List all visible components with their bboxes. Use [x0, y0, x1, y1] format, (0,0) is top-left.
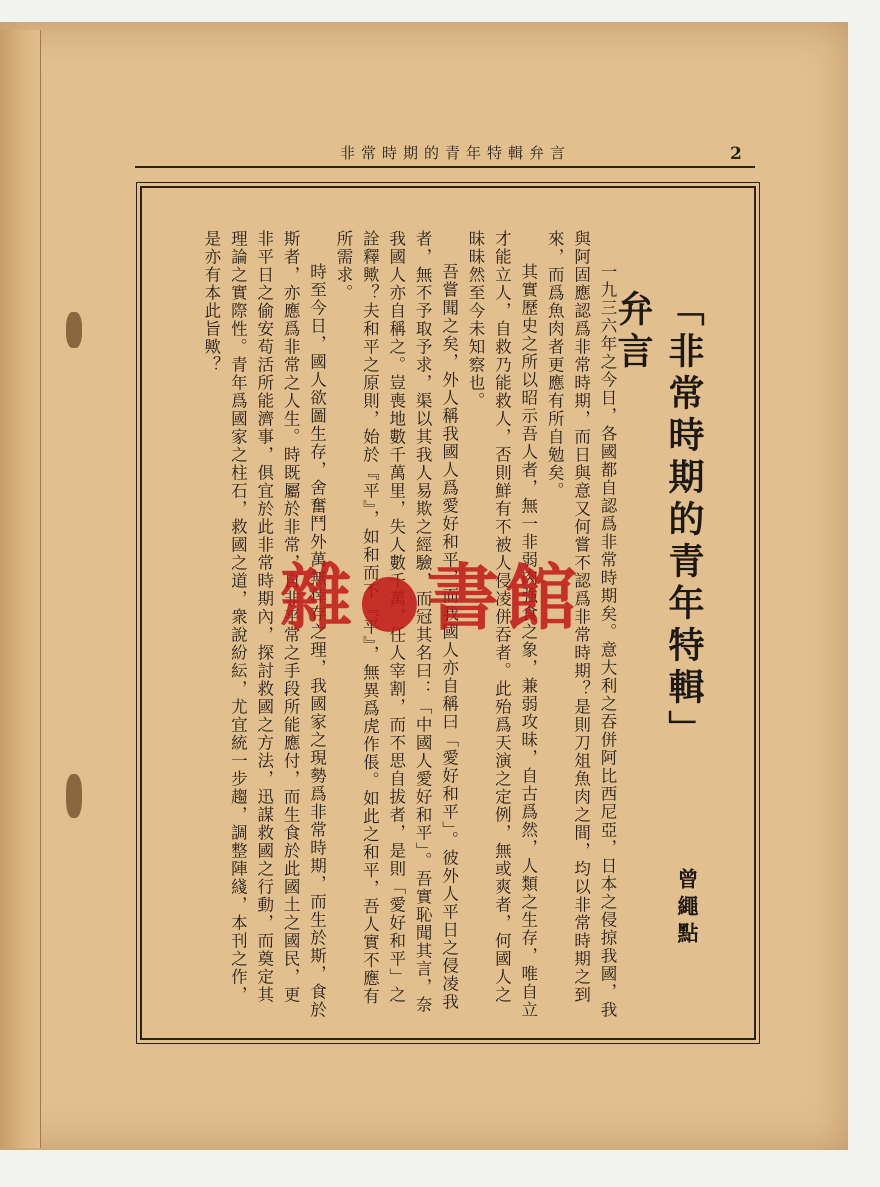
binding-hole	[66, 312, 82, 348]
binding-hole	[66, 774, 82, 818]
article-title: 「非常時期的青年特輯」弁言	[612, 290, 705, 752]
paragraph: 一九三六年之今日，各國都自認爲非常時期矣。意大利之吞併阿比西尼亞，日本之侵掠我國，我與阿固應認爲非常時期，而日與意又何嘗不認爲非常時期？是則刀俎魚肉之間，均以非常時期之到來，而爲魚肉者更應有所自勉矣。	[545, 230, 617, 1019]
running-title: 非常時期的青年特輯弁言	[340, 144, 572, 162]
binding-spine	[0, 30, 41, 1148]
paragraph: 時至今日，國人欲圖生存，舍奮鬥外萬無倖存之理，我國家之現勢爲非常時期，而生於斯，食於斯者，亦應爲非常之人生。時既屬於非常，自非平常之手段所能應付，而生食於此國土之國民，更非平日之偷安苟活所能濟事，俱宜於此非常時期內，探討救國之方法，迅謀救國之行動，而奠定其理論之實際性。青年爲國家之柱石，救國之道，衆說紛紜，尤宜統一步趨，調整陣綫，本刊之作，是亦有本此旨歟？	[201, 230, 327, 1019]
library-watermark-stamp: 雜●書館	[280, 555, 583, 640]
header-rule	[135, 166, 755, 168]
paragraph: 其實歷史之所以昭示吾人者，無一非弱肉強食之象，兼弱攻昧，自古爲然，人類之生存，唯自立才能立人，自救乃能救人，否則鮮有不被人侵凌併吞者。此殆爲天演之定例，無或爽者，何國人之昧昧然至今未知察也。	[465, 230, 538, 1019]
article-author: 曾繩點	[675, 868, 700, 949]
page-number: 2	[730, 144, 742, 164]
paragraph: 吾嘗聞之矣，外人稱我國人爲愛好和平，而我國人亦自稱曰「愛好和平」。彼外人平日之侵凌我者，無不予取予求，渠以其我人易欺之經驗，而冠其名曰：「中國人愛好和平」。吾實恥聞其言，奈我國人亦自稱之。豈喪地數千萬里，失人數千萬，任人宰割，而不思自拔者，是則「愛好和平」之詮釋歟？夫和平之原則，始於『平』，如和而不『平』，無異爲虎作倀。如此之和平，吾人實不應有所需求。	[333, 230, 459, 1014]
